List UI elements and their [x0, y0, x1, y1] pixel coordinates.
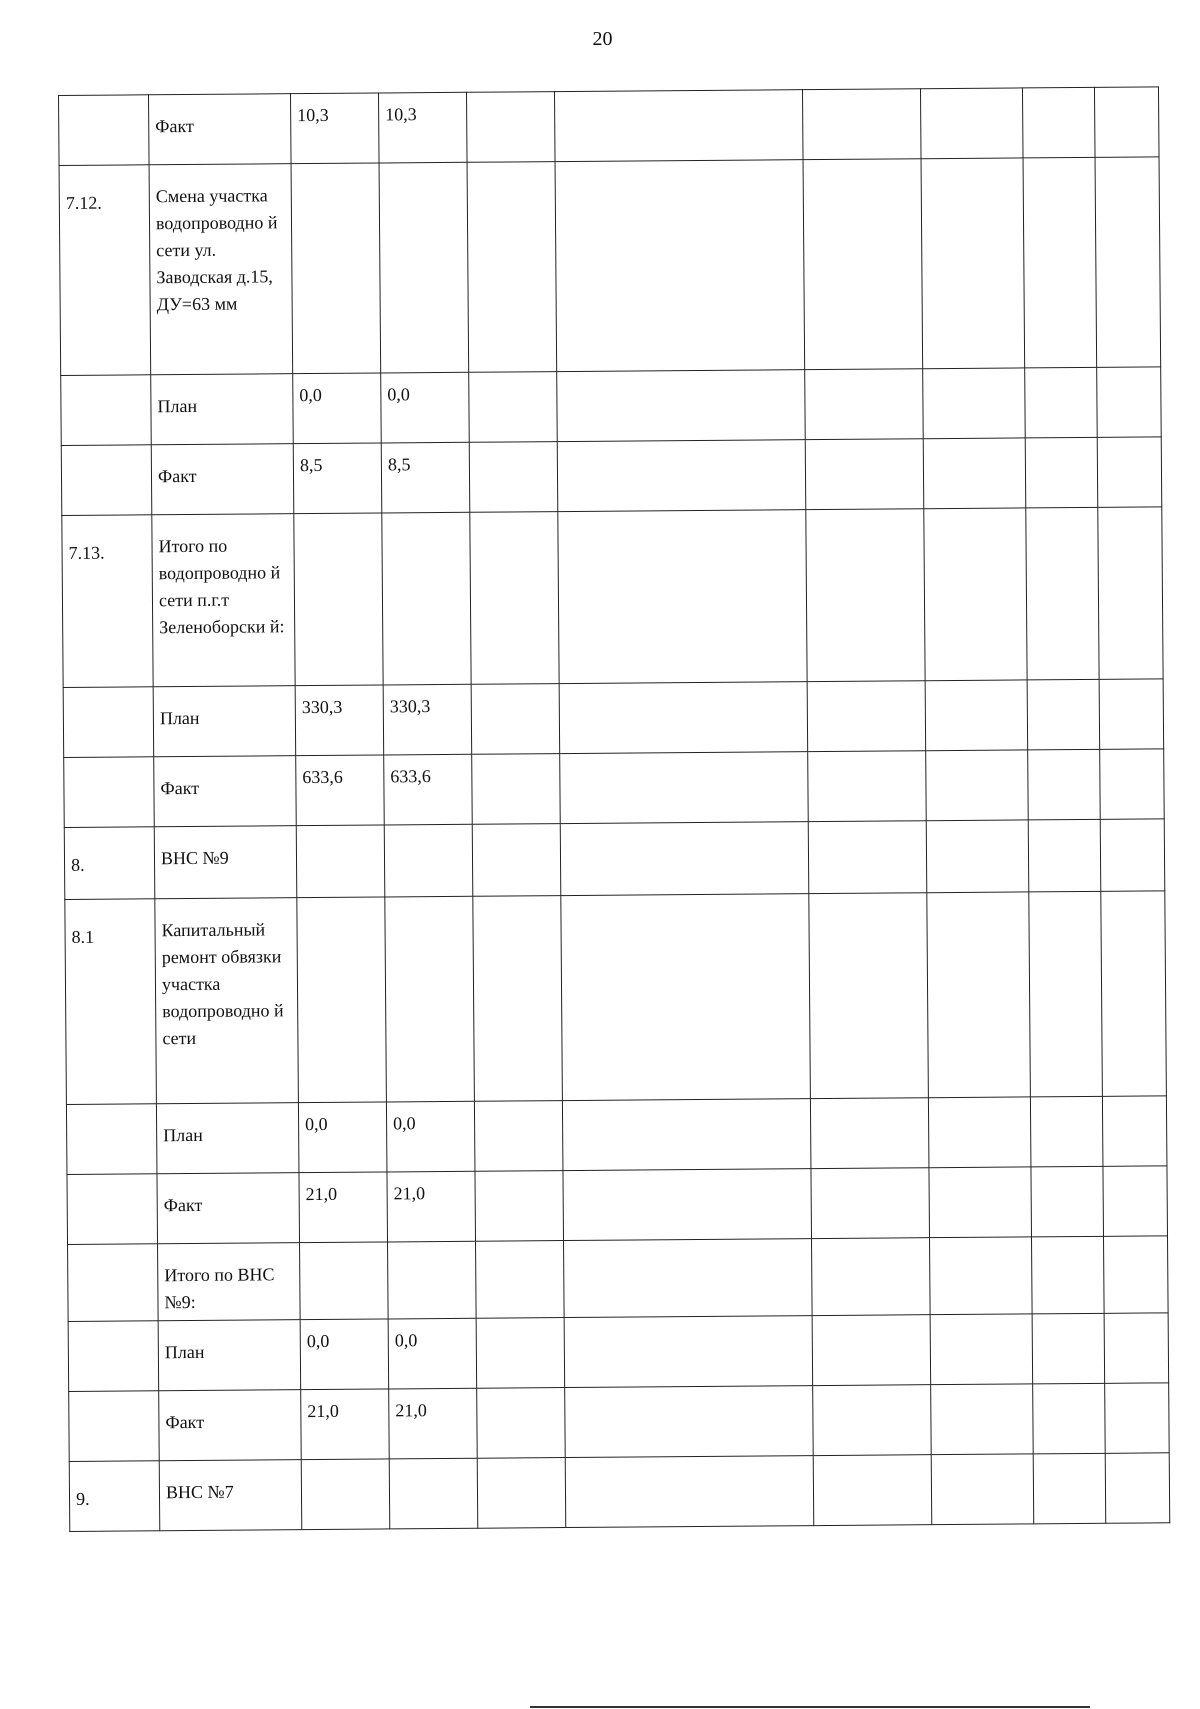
- row-index-cell: 7.12.: [59, 165, 151, 376]
- empty-cell: [476, 1241, 565, 1319]
- value-cell-2: 633,6: [384, 754, 473, 825]
- empty-cell: [564, 1316, 813, 1388]
- table-row: [59, 157, 1161, 376]
- table-row: [69, 1383, 1170, 1462]
- value-cell-1: [300, 1242, 389, 1320]
- empty-cell: [555, 160, 805, 372]
- empty-cell: [476, 1318, 565, 1389]
- empty-cell: [921, 158, 1025, 369]
- value-cell-2: 10,3: [378, 92, 467, 163]
- empty-cell: [1031, 1166, 1104, 1237]
- empty-cell: [930, 1314, 1033, 1385]
- value-cell-1: 8,5: [293, 443, 382, 514]
- value-cell-2: 330,3: [383, 684, 472, 755]
- empty-cell: [809, 893, 929, 1099]
- row-index-cell: [66, 1104, 157, 1175]
- empty-cell: [469, 442, 558, 513]
- row-name-cell: Факт: [149, 94, 292, 165]
- footer-rule: [530, 1706, 1090, 1708]
- empty-cell: [1027, 679, 1100, 750]
- empty-cell: [1105, 1383, 1170, 1454]
- table-row: [62, 507, 1163, 688]
- empty-cell: [1103, 1236, 1168, 1314]
- empty-cell: [931, 1384, 1034, 1455]
- empty-cell: [557, 370, 806, 442]
- table-row: [66, 1096, 1167, 1175]
- row-name-cell: ВНС №9: [154, 826, 297, 899]
- empty-cell: [926, 750, 1029, 821]
- table-row: [59, 87, 1160, 166]
- empty-cell: [1025, 437, 1098, 508]
- row-index-cell: 8.1: [65, 899, 157, 1105]
- empty-cell: [1101, 891, 1167, 1096]
- table-row: [65, 891, 1167, 1105]
- empty-cell: [1100, 819, 1165, 892]
- table-row: [61, 437, 1162, 516]
- empty-cell: [1094, 87, 1159, 158]
- row-index-cell: 7.13.: [62, 515, 153, 688]
- empty-cell: [802, 89, 921, 160]
- table-row: [61, 367, 1162, 446]
- empty-cell: [560, 822, 809, 896]
- empty-cell: [1026, 507, 1099, 680]
- empty-cell: [812, 1315, 931, 1386]
- empty-cell: [477, 1388, 566, 1459]
- row-name-cell: Факт: [157, 1173, 300, 1244]
- row-index-cell: [67, 1174, 158, 1245]
- row-index-cell: 8.: [64, 827, 155, 900]
- row-index-cell: 9.: [69, 1461, 160, 1532]
- row-name-cell: ВНС №7: [159, 1460, 302, 1531]
- empty-cell: [808, 751, 927, 822]
- empty-cell: [803, 159, 923, 370]
- empty-cell: [469, 372, 558, 443]
- empty-cell: [813, 1385, 932, 1456]
- empty-cell: [1033, 1383, 1106, 1454]
- value-cell-1: [296, 825, 385, 898]
- empty-cell: [1031, 1236, 1104, 1314]
- empty-cell: [928, 1097, 1031, 1168]
- empty-cell: [1032, 1313, 1105, 1384]
- empty-cell: [1023, 157, 1097, 368]
- empty-cell: [1097, 367, 1162, 438]
- value-cell-2: [385, 896, 475, 1102]
- row-name-cell: Факт: [154, 756, 297, 827]
- empty-cell: [812, 1238, 931, 1316]
- empty-cell: [1030, 1096, 1103, 1167]
- empty-cell: [471, 684, 560, 755]
- empty-cell: [808, 821, 927, 894]
- empty-cell: [1022, 87, 1095, 158]
- value-cell-1: 21,0: [301, 1389, 390, 1460]
- row-name-cell: План: [153, 686, 296, 757]
- empty-cell: [561, 894, 811, 1101]
- empty-cell: [473, 896, 563, 1102]
- value-cell-2: 0,0: [386, 1101, 475, 1172]
- empty-cell: [475, 1171, 564, 1242]
- empty-cell: [807, 681, 926, 752]
- value-cell-2: 21,0: [387, 1171, 476, 1242]
- value-cell-1: 10,3: [290, 93, 379, 164]
- row-name-cell: План: [156, 1103, 299, 1174]
- empty-cell: [474, 1101, 563, 1172]
- empty-cell: [1028, 819, 1101, 892]
- empty-cell: [927, 892, 1031, 1098]
- empty-cell: [477, 1458, 566, 1529]
- empty-cell: [563, 1169, 812, 1241]
- empty-cell: [923, 438, 1026, 509]
- row-index-cell: [63, 687, 154, 758]
- value-cell-2: 8,5: [381, 442, 470, 513]
- empty-cell: [467, 162, 557, 373]
- empty-cell: [1095, 157, 1161, 367]
- value-cell-1: 330,3: [295, 685, 384, 756]
- value-cell-2: [389, 1458, 478, 1529]
- row-name-cell: Смена участка водопроводно й сети ул. Заводская д.15, ДУ=63 мм: [149, 164, 293, 375]
- empty-cell: [813, 1455, 932, 1526]
- row-name-cell: Итого по водопроводно й сети п.г.т Зеленоборски й:: [152, 514, 295, 687]
- empty-cell: [1029, 891, 1103, 1097]
- table-row: [69, 1453, 1170, 1532]
- row-index-cell: [61, 375, 152, 446]
- empty-cell: [1103, 1166, 1168, 1237]
- table-row: [64, 749, 1165, 828]
- table-row: [64, 819, 1165, 900]
- row-index-cell: [64, 757, 155, 828]
- table-row: [68, 1313, 1169, 1392]
- empty-cell: [559, 682, 808, 754]
- empty-cell: [564, 1239, 813, 1318]
- empty-cell: [472, 824, 561, 897]
- empty-cell: [565, 1386, 814, 1458]
- table-row: [67, 1166, 1168, 1245]
- row-index-cell: [59, 95, 150, 166]
- row-index-cell: [68, 1244, 159, 1322]
- empty-cell: [560, 752, 809, 824]
- empty-cell: [558, 510, 807, 684]
- empty-cell: [466, 92, 555, 163]
- row-index-cell: [68, 1321, 159, 1392]
- row-index-cell: [69, 1391, 160, 1462]
- empty-cell: [1097, 437, 1162, 508]
- row-index-cell: [61, 445, 152, 516]
- empty-cell: [1099, 679, 1164, 750]
- value-cell-1: [297, 897, 387, 1103]
- empty-cell: [562, 1099, 811, 1171]
- value-cell-2: 0,0: [388, 1318, 477, 1389]
- empty-cell: [920, 88, 1023, 159]
- empty-cell: [1098, 507, 1163, 679]
- table-row: [63, 679, 1164, 758]
- empty-cell: [924, 508, 1027, 681]
- empty-cell: [1028, 749, 1101, 820]
- value-cell-2: [384, 824, 473, 897]
- value-cell-2: [388, 1241, 477, 1319]
- empty-cell: [565, 1456, 814, 1528]
- row-name-cell: План: [158, 1320, 301, 1391]
- value-cell-2: 21,0: [389, 1388, 478, 1459]
- row-name-cell: Капитальный ремонт обвязки участка водопроводно й сети: [155, 898, 299, 1104]
- empty-cell: [923, 368, 1026, 439]
- value-cell-2: 0,0: [381, 372, 470, 443]
- empty-cell: [806, 509, 925, 682]
- value-cell-2: [379, 162, 469, 373]
- table-row: [68, 1236, 1169, 1322]
- empty-cell: [470, 512, 559, 685]
- empty-cell: [554, 90, 803, 162]
- empty-cell: [931, 1454, 1034, 1525]
- value-cell-1: [301, 1459, 390, 1530]
- empty-cell: [1033, 1453, 1106, 1524]
- value-cell-2: [382, 512, 471, 685]
- empty-cell: [930, 1237, 1033, 1315]
- value-cell-1: 21,0: [299, 1172, 388, 1243]
- report-table: [58, 86, 1170, 1532]
- empty-cell: [1104, 1313, 1169, 1384]
- empty-cell: [805, 369, 924, 440]
- row-name-cell: План: [151, 374, 294, 445]
- empty-cell: [1025, 367, 1098, 438]
- empty-cell: [1100, 749, 1165, 820]
- page-number: 20: [592, 28, 613, 50]
- empty-cell: [1102, 1096, 1167, 1167]
- row-name-cell: Итого по ВНС №9:: [158, 1243, 301, 1321]
- row-name-cell: Факт: [151, 444, 294, 515]
- value-cell-1: 0,0: [300, 1319, 389, 1390]
- empty-cell: [926, 820, 1029, 893]
- empty-cell: [472, 754, 561, 825]
- empty-cell: [557, 440, 806, 512]
- value-cell-1: 0,0: [298, 1102, 387, 1173]
- empty-cell: [929, 1167, 1032, 1238]
- empty-cell: [810, 1098, 929, 1169]
- value-cell-1: [294, 513, 383, 686]
- row-name-cell: Факт: [159, 1390, 302, 1461]
- value-cell-1: 0,0: [293, 373, 382, 444]
- empty-cell: [925, 680, 1028, 751]
- value-cell-1: [291, 163, 381, 374]
- empty-cell: [1105, 1453, 1170, 1524]
- value-cell-1: 633,6: [296, 755, 385, 826]
- empty-cell: [811, 1168, 930, 1239]
- empty-cell: [805, 439, 924, 510]
